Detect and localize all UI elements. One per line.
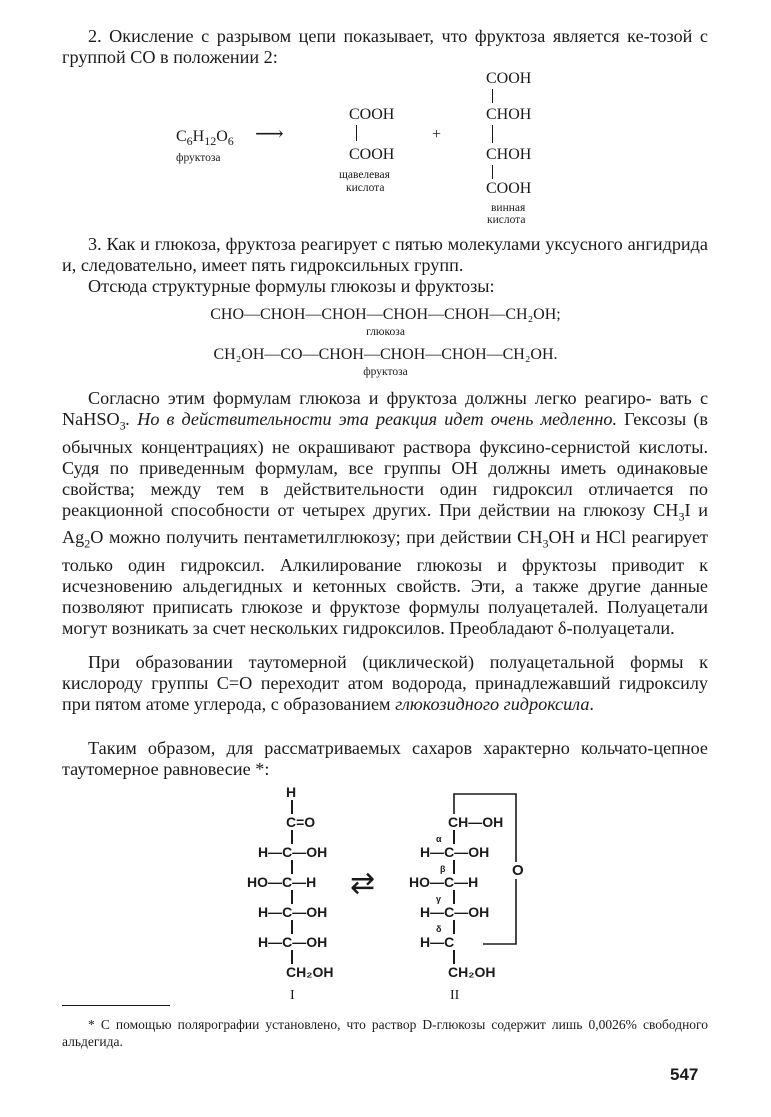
tartaric-bond-2 [492,125,493,143]
plus-sign: + [432,126,442,143]
tartaric-2: CHOH [486,106,532,123]
alpha-label: α [436,834,442,844]
main-paragraph: Согласно этим формулам глюкоза и фруктоза должны легко реагиро- вать с NaHSO$_3$. Но в действительности эта реакция идет очень медленно. Гексозы (в обычных концентрациях) не окрашивают раствора фуксино-сернистой кислоты. Судя по приведенным формулам, все группы ОН должны иметь одинаковые свойства; между тем в действительности один гидроксил отличается по реакционной способности от четырех других. При действии на глюкозу $CH_3I$ и $Ag_2O$ можно получить пентаметилглюкозу; при действии $CH_3OH$ и HCl реагирует только один гидроксил. Алкилирование глюкозы и фруктозы приводит к исчезновению альдегидных и кетонных свойств. Эти, а также другие данные позволяют приписать глюкозе и фруктозе формулы полуацеталей. Полуацетали могут возникать за счет нескольких гидроксилов. Преобладают δ-полуацетали. [62,388,709,638]
open-r3: HO—C—H [247,874,317,890]
page-number: 547 [670,1065,699,1084]
equilibrium-arrow: ⇄ [350,867,376,900]
tartaric-bond-3 [492,165,493,179]
cyc-bond-5 [453,950,455,964]
reactant-formula: $C_6H_{12}O_6$ [176,128,234,149]
tartaric-label-1: винная [491,202,526,214]
equilibrium-paragraph: Таким образом, для рассматриваемых сахаров характерно кольчато-цепное таутомерное равновесие *: [62,738,708,779]
footnote-divider [62,1005,170,1006]
cyc-bond-4 [453,920,455,934]
open-bond-4 [291,920,293,934]
open-bond-5 [291,950,293,964]
section-2-text: 2. Окисление с разрывом цепи показывает, что фруктоза является ке-тозой с группой СО в положении 2: [62,26,708,67]
open-c1: C=O [286,814,316,830]
cyc-c1: CH—OH [448,814,504,830]
oxalic-top: COOH [349,106,395,123]
reaction-arrow: ⟶ [255,123,284,145]
tartaric-4: COOH [486,180,532,197]
cyc-r2: H—C—OH [420,844,490,860]
open-r2: H—C—OH [258,844,328,860]
tartaric-1: COOH [486,70,532,87]
oxalic-bottom: COOH [349,146,395,163]
glucose-label: глюкоза [366,326,405,338]
tartaric-3: CHOH [486,146,532,163]
open-r5: H—C—OH [258,934,328,950]
formulas-intro: Отсюда структурные формулы глюкозы и фруктозы: [88,276,495,296]
open-h-top: H [286,784,297,800]
cyclic-label: II [450,988,460,1003]
cyc-bond-1 [453,830,455,844]
reactant-label: фруктоза [176,152,221,164]
open-bond-0 [291,800,293,814]
cyc-bond-2 [453,860,455,874]
fructose-label: фруктоза [363,366,408,378]
tartaric-label-2: кислота [487,214,526,226]
cyc-bond-3 [453,890,455,904]
tartaric-bond-1 [492,89,493,103]
tautomer-paragraph: При образовании таутомерной (циклической) полуацетальной формы к кислороду группы C=O переходит атом водорода, принадлежавший гидроксилу при пятом атоме углерода, с образованием глюкозидного гидроксила. [62,652,708,714]
beta-label: β [440,864,446,874]
open-c6: CH₂OH [286,964,334,980]
open-r4: H—C—OH [258,904,328,920]
open-bond-1 [291,830,293,844]
footnote: * С помощью полярографии установлено, что раствор D-глюкозы содержит лишь 0,0026% свободного альдегида. [62,1017,708,1049]
open-bond-3 [291,890,293,904]
cyc-r4: H—C—OH [420,904,490,920]
ring-oxygen: O [512,862,524,879]
open-label: I [290,988,295,1003]
oxalic-bond [356,125,357,141]
oxalic-label-1: щавелевая [339,169,390,181]
fructose-formula: CH₂OH—CO—CHOH—CHOH—CHOH—CH₂OH. [213,346,558,363]
oxalic-label-2: кислота [346,182,385,194]
delta-label: δ [436,924,442,934]
gamma-label: γ [436,894,442,904]
glucose-formula: CHO—CHOH—CHOH—CHOH—CHOH—CH₂OH; [210,306,561,323]
cyc-c6: CH₂OH [448,964,496,980]
cyc-r3: HO—C—H [409,874,479,890]
section-3-text: 3. Как и глюкоза, фруктоза реагирует с пятью молекулами уксусного ангидрида и, следовательно, имеет пять гидроксильных групп. [62,234,708,275]
open-bond-2 [291,860,293,874]
cyc-r5: H—C [420,934,455,950]
